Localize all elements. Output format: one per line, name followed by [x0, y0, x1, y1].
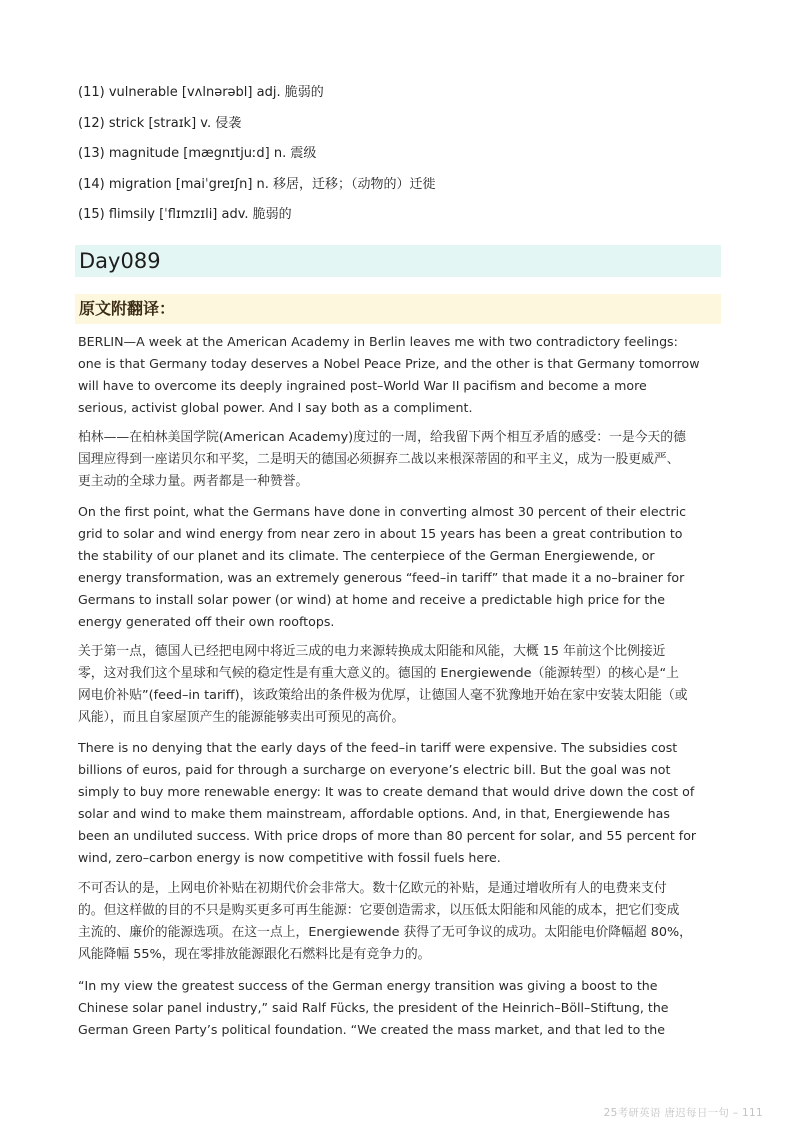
text-line: 关于第一点，德国人已经把电网中将近三成的电力来源转换成太阳能和风能，大概 15 年前这个比例接近 — [78, 644, 666, 659]
english-paragraph — [78, 737, 724, 869]
vocab-item: (12) strick [straɪk] v. 侵袭 — [78, 115, 242, 131]
english-paragraph — [78, 975, 724, 1041]
text-line: BERLIN—A week at the American Academy in Berlin leaves me with two contradictory feelings: — [78, 334, 678, 349]
text-line: energy generated off their own rooftops. — [78, 614, 335, 629]
text-line: 风能），而且自家屋顶产生的能源能够卖出可预见的高价。 — [78, 710, 405, 725]
page-footer: 25考研英语 唐迟每日一句 – 111 — [603, 1107, 763, 1119]
text-line: the stability of our planet and its climate. The centerpiece of the German Energiewende, or — [78, 548, 655, 563]
text-line: serious, activist global power. And I say both as a compliment. — [78, 400, 473, 415]
text-line: German Green Party’s political foundation. “We created the mass market, and that led to the — [78, 1022, 665, 1037]
text-line: 不可否认的是，上网电价补贴在初期代价会非常大。数十亿欧元的补贴，是通过增收所有人的电费来支付 — [78, 881, 667, 896]
text-line: 柏林——在柏林美国学院(American Academy)度过的一周，给我留下两个相互矛盾的感受：一是今天的德 — [78, 430, 686, 445]
text-line: 网电价补贴”(feed–in tariff)，该政策给出的条件极为优厚，让德国人毫不犹豫地开始在家中安装太阳能（或 — [78, 688, 688, 703]
text-line: 主流的、廉价的能源选项。在这一点上，Energiewende 获得了无可争议的成功。太阳能电价降幅超 80%， — [78, 925, 692, 940]
text-line: wind, zero–carbon energy is now competitive with fossil fuels here. — [78, 850, 501, 865]
vocab-item: (15) flimsily [ˈflɪmzɪli] adv. 脆弱的 — [78, 207, 292, 222]
text-line: “In my view the greatest success of the German energy transition was giving a boost to the — [78, 978, 658, 993]
text-line: been an undiluted success. With price drops of more than 80 percent for solar, and 55 percent for — [78, 828, 697, 843]
text-line: energy transformation, was an extremely generous “feed–in tariff” that made it a no–brainer for — [78, 570, 685, 585]
english-paragraph — [78, 501, 724, 633]
day-title: Day089 — [79, 249, 161, 273]
text-line: 的。但这样做的目的不只是购买更多可再生能源：它要创造需求，以压低太阳能和风能的成本，把它们变成 — [78, 903, 680, 918]
vocab-item: (14) migration [maiˈgreɪʃn] n. 移居，迁移；（动物的）迁徙 — [78, 176, 436, 192]
day-heading-banner — [75, 245, 721, 277]
text-line: 风能降幅 55%，现在零排放能源跟化石燃料比是有竞争力的。 — [78, 947, 431, 962]
text-line: solar and wind to make them mainstream, affordable options. And, in that, Energiewende has — [78, 806, 670, 821]
chinese-paragraph — [78, 427, 724, 493]
vocab-item: (11) vulnerable [vʌlnərəbl] adj. 脆弱的 — [78, 85, 324, 100]
chinese-paragraph — [78, 641, 724, 729]
text-line: grid to solar and wind energy from near zero in about 15 years has been a great contribution to — [78, 526, 683, 541]
text-line: On the first point, what the Germans have done in converting almost 30 percent of their electric — [78, 504, 687, 519]
text-line: Chinese solar panel industry,” said Ralf Fücks, the president of the Heinrich–Böll–Stiftung, the — [78, 1000, 669, 1015]
text-line: Germans to install solar power (or wind) at home and receive a predictable high price for the — [78, 592, 665, 607]
section-title: 原文附翻译： — [79, 299, 176, 318]
vocab-item: (13) magnitude [mægnɪtjuːd] n. 震级 — [78, 146, 317, 161]
text-line: one is that Germany today deserves a Nobel Peace Prize, and the other is that Germany tomorrow — [78, 356, 700, 371]
section-heading-banner — [75, 294, 721, 324]
text-line: will have to overcome its deeply ingrained post–World War II pacifism and become a more — [78, 378, 647, 393]
english-paragraph — [78, 331, 724, 419]
text-line: 国理应得到一座诺贝尔和平奖，二是明天的德国必须摒弃二战以来根深蒂固的和平主义，成为一股更威严、 — [78, 452, 680, 467]
text-line: billions of euros, paid for through a surcharge on everyone’s electric bill. But the goal was not — [78, 762, 671, 777]
vocabulary-list — [78, 78, 738, 231]
text-line: simply to buy more renewable energy: It was to create demand that would drive down the cost of — [78, 784, 695, 799]
text-line: 更主动的全球力量。两者都是一种赞誉。 — [78, 474, 309, 489]
text-line: There is no denying that the early days of the feed–in tariff were expensive. The subsidies cost — [78, 740, 678, 755]
chinese-paragraph — [78, 878, 724, 966]
text-line: 零，这对我们这个星球和气候的稳定性是有重大意义的。德国的 Energiewende（能源转型）的核心是“上 — [78, 666, 679, 681]
